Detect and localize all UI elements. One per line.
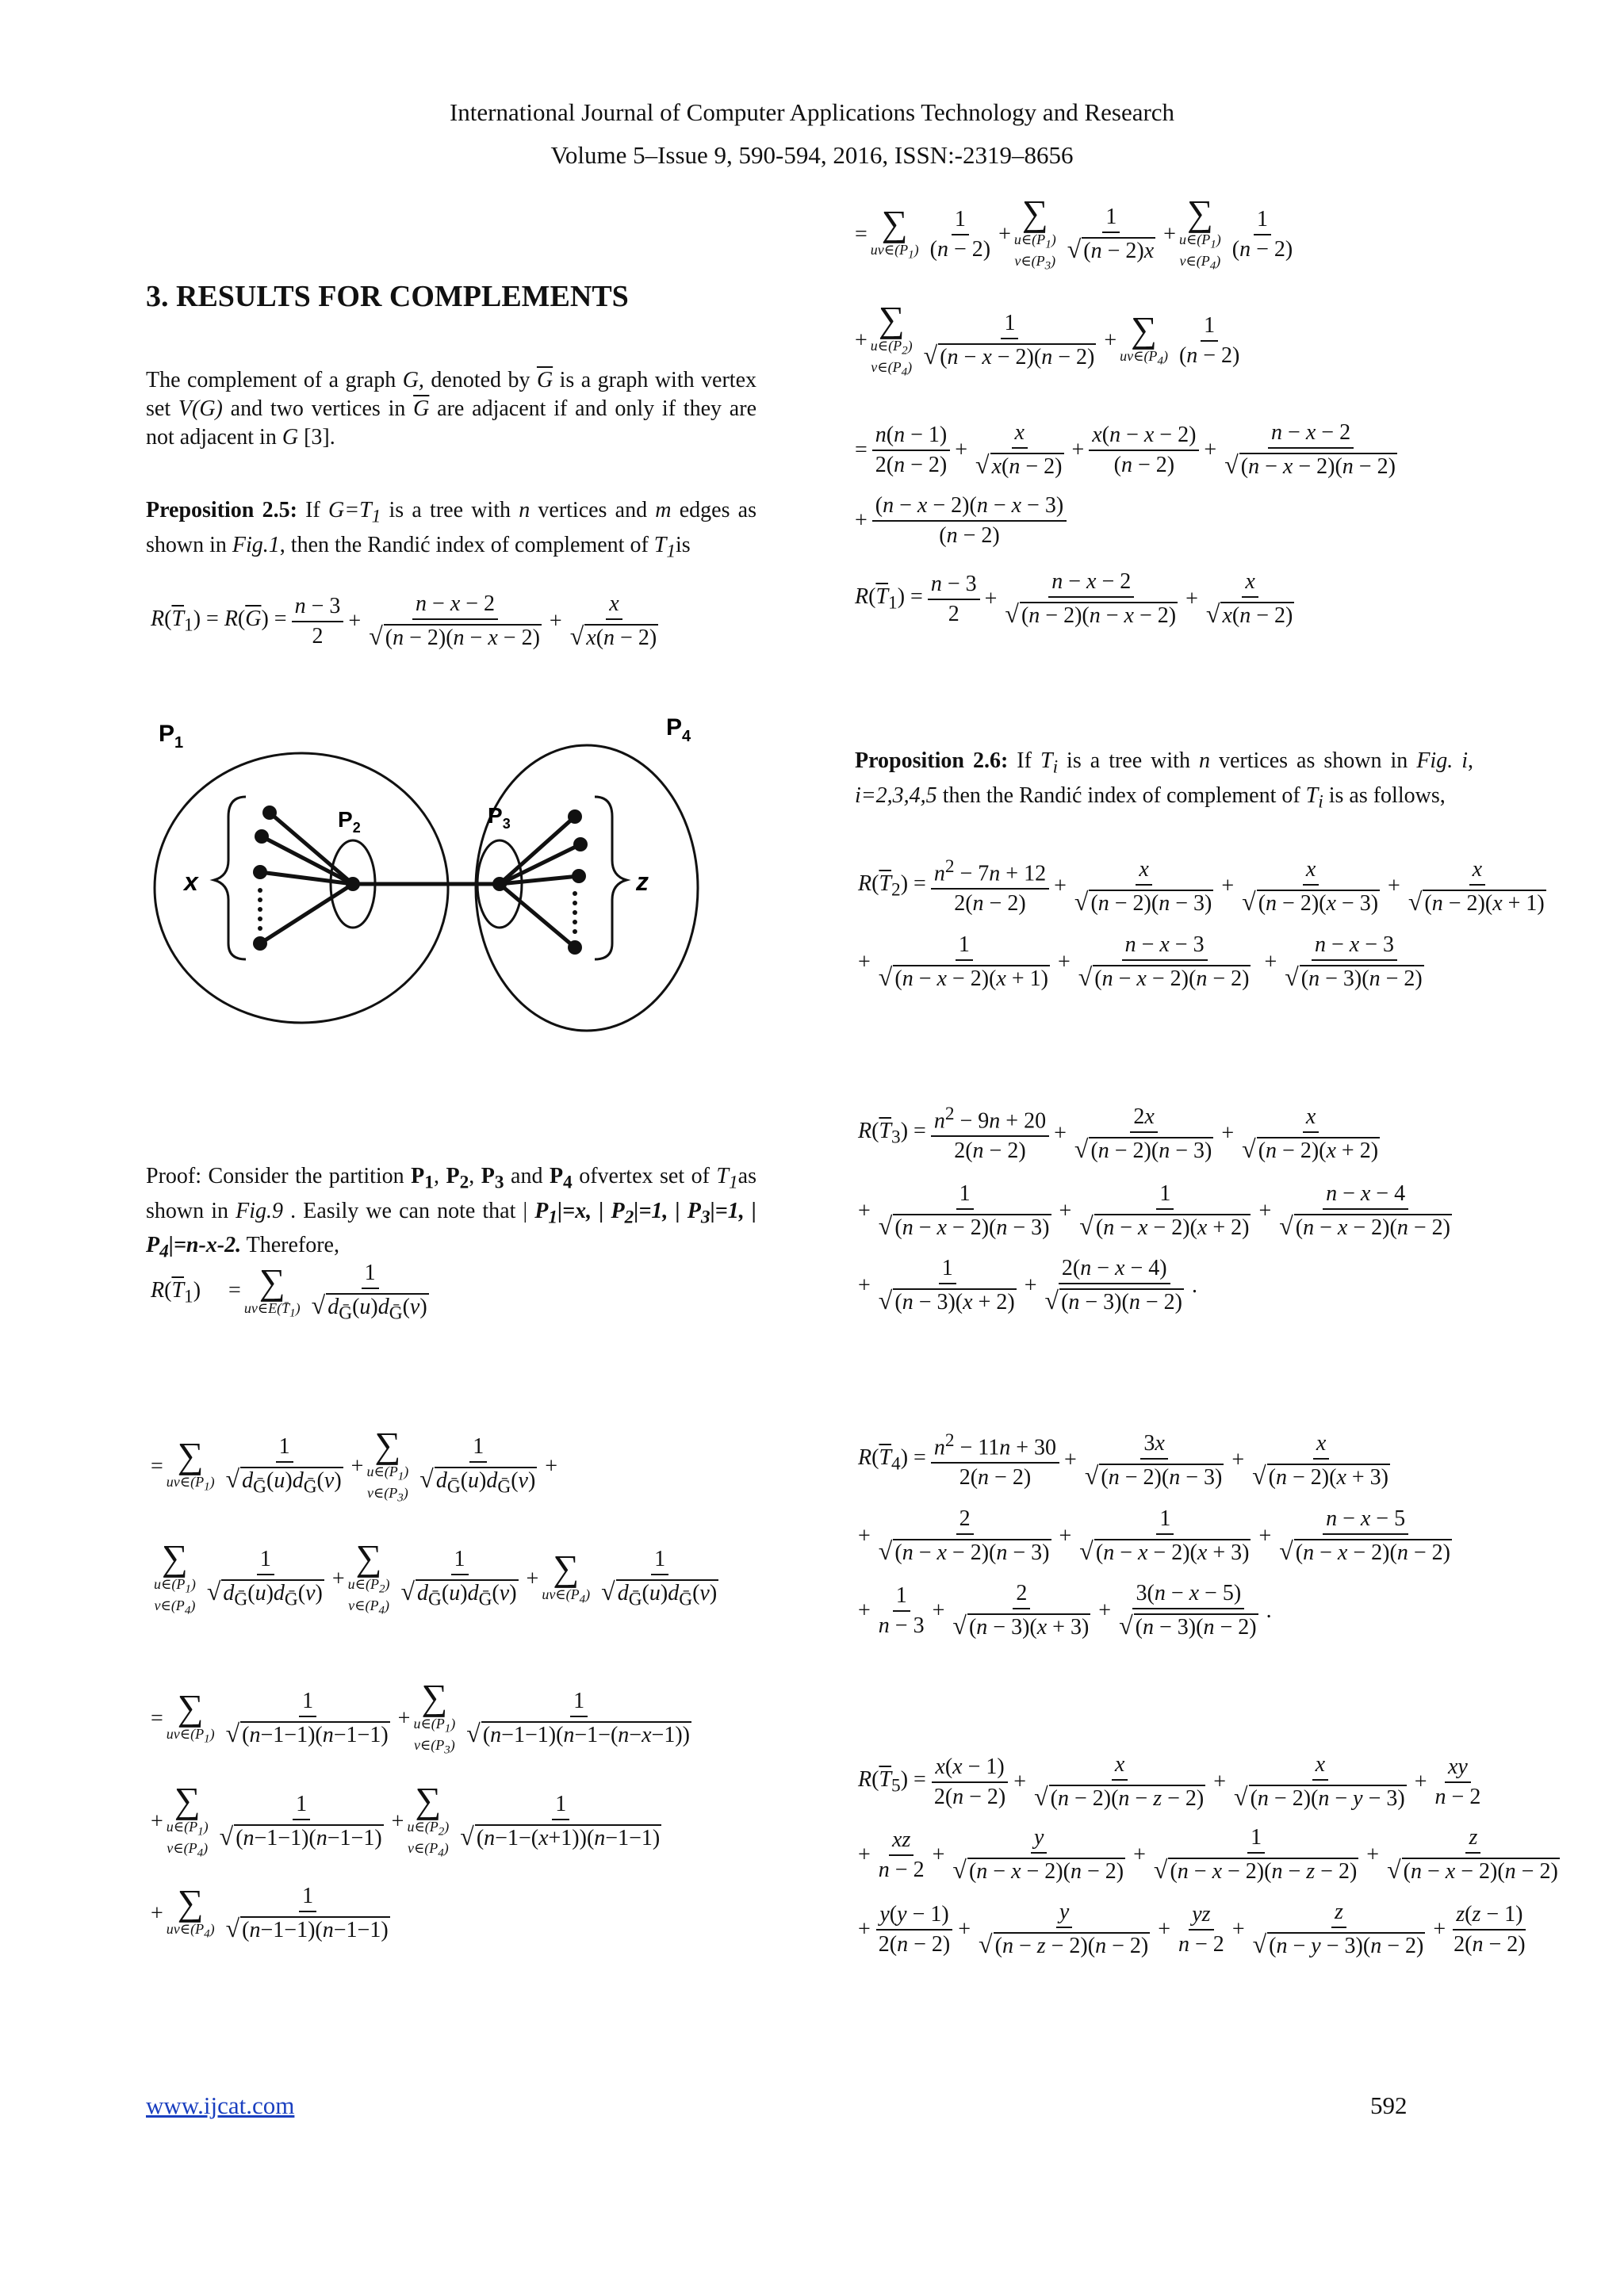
formula-RT2-line2: + $\frac{1}{√ (n - x - 2)(x + 1)}$ + $\frac{n - x - 3}{√ (n - x - 2)(n - 2)}$ + $\frac{n - x - 3}{√ (n - 3)(n - 2)}$ — [858, 932, 1423, 991]
label-P3: $P_3$ — [488, 803, 511, 832]
formula-prop25: $R(\overline{T}_1) = R(\overline{G})$ = $\frac{n - 3}{2}$ + $\frac{n - x - 2}{√ (n - 2)(n - x - 2)}$ + $\frac{x}{√ x(n - 2)}$ — [151, 591, 657, 650]
tree-edges — [260, 813, 580, 947]
partition-P4-ellipse — [476, 745, 698, 1031]
proof-paragraph: Proof: Consider the partition $P_1$, $P_2$, $P_3$ and $P_4$ ofvertex set of $T_1as$ shown in Fig.9 . Easily we can note that | $P_1|=x$, | $P_2|=1$, | $P_3|=1$, | $P_4|=n-x-2$. Therefore, — [146, 1164, 756, 1262]
proposition-2-6: Proposition 2.6: If $T_i$ is a tree with n vertices as shown in Fig. i, i=2,3,4,5 then the Randić index of complement of $T_i$ is as follows, — [855, 748, 1474, 813]
journal-title: International Journal of Computer Applications Technology and Research — [449, 98, 1175, 126]
formula-expansion-5: + ∑ $uv\in(P_4)$ $\frac{1}{√ (n-1-1)(n-1-1)}$ — [151, 1882, 389, 1942]
formula-expansion-2: ∑ $u\in(P_1)$ $v\in(P_4)$ $\frac{1}{√ d_Ḡ(u)d_Ḡ(v)}$ + ∑ $u\in(P_2)$ $v\in(P_4)$ $\frac{1}{√ d_Ḡ(u)d_Ḡ(v)}$ + ∑ $uv\in(P_4)$ $\frac{1}{√ d_Ḡ(u)d_Ḡ(v)}$ — [154, 1537, 718, 1617]
preposition-2-5: Preposition 2.5: If $G=T_1$ is a tree with n vertices and m edges as shown in Fig.1, then the Randić index of complement of $T_1is$ — [146, 498, 757, 562]
formula-RT3-line3: + $\frac{1}{√ (n - 3)(x + 2)}$ + $\frac{2(n - x - 4)}{√ (n - 3)(n - 2)}$ . — [858, 1256, 1197, 1314]
formula-RT3-line2: + $\frac{1}{√ (n - x - 2)(n - 3)}$ + $\frac{1}{√ (n - x - 2)(x + 2)}$ + $\frac{n - x - 4}{√ (n - x - 2)(n - 2)}$ — [858, 1181, 1450, 1240]
formula-right-3: = $\frac{n(n - 1)}{2(n - 2)}$ + $\frac{x}{√ x(n - 2)}$ + $\frac{x(n - x - 2)}{(n - 2)}$ + $\frac{n - x - 2}{√ (n - x - 2)(n - 2)}$ — [855, 420, 1396, 479]
complement-definition: The complement of a graph G, denoted by $\overline{G}$ is a graph with vertex set V(G) and two vertices in $\overline{G}$ are adjacent if and only if they are not adjacent in G [3]. — [146, 368, 757, 450]
formula-RT4-line2: + $\frac{2}{√ (n - x - 2)(n - 3)}$ + $\frac{1}{√ (n - x - 2)(x + 3)}$ + $\frac{n - x - 5}{√ (n - x - 2)(n - 2)}$ — [858, 1506, 1450, 1565]
label-x: x — [184, 867, 198, 896]
formula-proof-sum: $R(\overline{T}_1)$ = ∑ $uv\in E(T̄_1)$ $\frac{1}{√ d_Ḡ(u)d_Ḡ(v)}$ — [151, 1261, 427, 1324]
formula-expansion-3: = ∑ $uv\in(P_1)$ $\frac{1}{√ (n-1-1)(n-1-1)}$ + ∑ $u\in(P_1)$ $v\in(P_3)$ $\frac{1}{√ (n-1-1)(n-1-(n-x-1))}$ — [151, 1677, 690, 1757]
formula-RT4-line3: + $\frac{1}{n - 3}$ + $\frac{2}{√ (n - 3)(x + 3)}$ + $\frac{3(n - x - 5)}{√ (n - 3)(n - 2)}$ . — [858, 1581, 1272, 1640]
label-P4: $P_4$ — [666, 718, 691, 745]
formula-RT5-line1: $R(\overline{T}_5)$ = $\frac{x(x - 1)}{2(n - 2)}$ + $\frac{x}{√ (n - 2)(n - z - 2)}$ + $\frac{x}{√ (n - 2)(n - y - 3)}$ + $\frac{xy}{n - 2}$ — [858, 1752, 1481, 1811]
label-z: z — [636, 867, 649, 896]
formula-right-5: $R(\overline{T}_1)$ = $\frac{n - 3}{2}$ + $\frac{n - x - 2}{√ (n - 2)(n - x - 2)}$ + $\frac{x}{√ x(n - 2)}$ — [855, 569, 1293, 628]
partition-P1-ellipse — [155, 753, 448, 1023]
brace-left — [214, 797, 246, 959]
formula-expansion-4: + ∑ $u\in(P_1)$ $v\in(P_4)$ $\frac{1}{√ (n-1-1)(n-1-1)}$ + ∑ $u\in(P_2)$ $v\in(P_4)$ $\frac{1}{√ (n-1-(x+1))(n-1-1)}$ — [151, 1780, 661, 1860]
formula-RT2-line1: $R(\overline{T}_2)$ = $\frac{n^2 - 7n + 12}{2(n - 2)}$ + $\frac{x}{√ (n - 2)(n - 3)}$ + $\frac{x}{√ (n - 2)(x - 3)}$ + $\frac{x}{√ (n - 2)(x + 1)}$ — [858, 856, 1545, 916]
label-P1: $P_1$ — [159, 721, 184, 752]
formula-right-4: + $\frac{(n - x - 2)(n - x - 3)}{(n - 2)}$ — [855, 493, 1071, 549]
formula-RT4-line1: $R(\overline{T}_4)$ = $\frac{n^2 - 11n + 30}{2(n - 2)}$ + $\frac{3x}{√ (n - 2)(n - 3)}$ + $\frac{x}{√ (n - 2)(x + 3)}$ — [858, 1430, 1389, 1490]
label-P2: $P_2$ — [338, 807, 361, 836]
formula-right-2: + ∑ $u\in(P_2)$ $v\in(P_4)$ $\frac{1}{√ (n - x - 2)(n - 2)}$ + ∑ $uv\in(P_4)$ $\frac{1}{(n - 2)}$ — [855, 299, 1240, 379]
formula-RT3-line1: $R(\overline{T}_3)$ = $\frac{n^2 - 9n + 20}{2(n - 2)}$ + $\frac{2x}{√ (n - 2)(n - 3)}$ + $\frac{x}{√ (n - 2)(x + 2)}$ — [858, 1104, 1379, 1164]
brace-right — [595, 797, 626, 959]
formula-right-1: = ∑ $uv\in(P_1)$ $\frac{1}{(n - 2)}$ + ∑ $u\in(P_1)$ $v\in(P_3)$ $\frac{1}{√ (n - 2)x}$ + ∑ $u\in(P_1)$ $v\in(P_4)$ $\frac{1}{(n - 2)}$ — [855, 193, 1293, 273]
ellipsis-dots-right — [573, 891, 577, 934]
section-title: 3. RESULTS FOR COMPLEMENTS — [146, 280, 629, 313]
tree-figure — [135, 718, 753, 1035]
ellipsis-dots-left — [258, 888, 262, 931]
formula-RT5-line3: + $\frac{y(y - 1)}{2(n - 2)}$ + $\frac{y}{√ (n - z - 2)(n - 2)}$ + $\frac{yz}{n - 2}$ + $\frac{z}{√ (n - y - 3)(n - 2)}$ + $\frac{z(z - 1)}{2(n - 2)}$ — [858, 1900, 1526, 1958]
formula-RT5-line2: + $\frac{xz}{n - 2}$ + $\frac{y}{√ (n - x - 2)(n - 2)}$ + $\frac{1}{√ (n - x - 2)(n - z - 2)}$ + $\frac{z}{√ (n - x - 2)(n - 2)}$ — [858, 1825, 1558, 1884]
journal-volume: Volume 5–Issue 9, 590-594, 2016, ISSN:-2319–8656 — [550, 141, 1074, 169]
page-number: 592 — [1370, 2091, 1408, 2119]
journal-url-link[interactable]: www.ijcat.com — [146, 2091, 295, 2119]
formula-expansion-1: = ∑ $uv\in(P_1)$ $\frac{1}{√ d_Ḡ(u)d_Ḡ(v)}$ + ∑ $u\in(P_1)$ $v\in(P_3)$ $\frac{1}{√ d_Ḡ(u)d_Ḡ(v)}$ + — [151, 1425, 558, 1505]
